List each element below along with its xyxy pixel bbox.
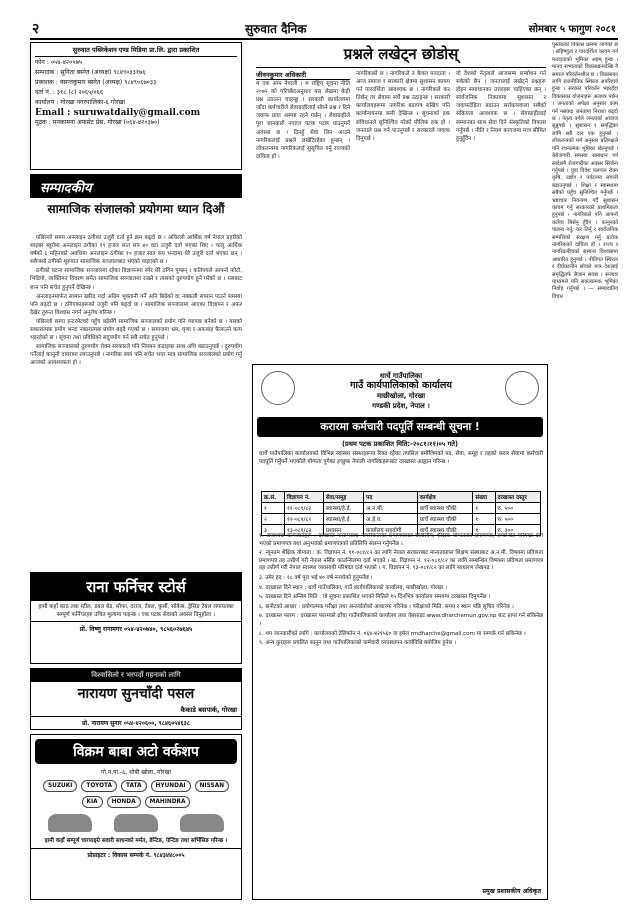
issue-date: सोमबार ५ फागुण २०८१	[528, 24, 616, 35]
org-line-3: माछीखोला, गोरखा	[376, 392, 426, 400]
table-cell: रु. ५००	[495, 514, 540, 525]
notice-clause: ४. दरखास्त दिने स्थान : धार्चे गाउँपालिका, गाउँ कार्यपालिकाको कार्यालय, माछीखोला, गोरखा ।	[259, 584, 448, 591]
newspaper-page	[30, 18, 618, 902]
office-line: कार्यालय : गोरखा नगरपालिका-६ गोरखा	[35, 99, 126, 106]
paper-name: सुरुवात दैनिक	[245, 22, 307, 36]
brand-logo: HONDA	[107, 796, 141, 808]
table-cell: अ.हे.व.	[364, 514, 417, 525]
car-icon	[180, 814, 224, 832]
table-cell: १३-०८१/८२	[285, 525, 324, 536]
workshop-advertisement	[30, 734, 242, 900]
table-header: क्र.सं.	[262, 492, 285, 503]
editorial-paragraph: ठगीको घटना सामाजिक सञ्जालमा रहेका विज्ञापनमा रमेर धेरै ठगिन पुग्छन् । कतिपयले आफ्नो फोटो, भिडियो, व्यक्तिगत विवरण समेत सामाजिक सञ्जालमा राख्ने र त्यसको दुरुपयोग हुने गरेको छ । यसबाट बच्न पनि सचेत हुनुपर्ने देखिन्छ ।	[30, 268, 242, 291]
car-icon	[114, 814, 158, 832]
editorial-paragraph: पछिल्लो समय अनलाइन ठगीका उजुरी दर्ता हुने क्रम बढ्दो छ । अघिल्लो आर्थिक वर्ष नेपाल प्रहरीको साइबर ब्यूरोमा अनलाइन ठगीका १९ हजार सात सय ४० वटा उजुरी दर्ता भएका थिए । चालु आर्थिक वर्षको ६ महिनाको अवधिमा अनलाइन ठगीका १० हजार सात सय भन्दामा धेरै उजुरी दर्ता भएका छन् । सबैजसो ठगीको शुरुवात सामाजिक सञ्जालबाट भएको पाइएको छ ।	[30, 235, 242, 266]
workshop-ad-note: हामी कहाँ सम्पूर्ण चारपाङ्ग्रे सवारी साधनको मर्मत, डेन्टिङ, पेन्टिङ तथा सर्भिसिङ गरिन्छ ।	[44, 838, 228, 844]
car-icon	[48, 814, 92, 832]
notice-intro: धार्चे गाउँपालिका कार्यालयको विभिन्न स्वास्थ्य संस्थाहरूमा रिक्त रहेका तपसिल बमोजिमको पद, सेवा, समूह र तहको करार सेवामा कर्मचारी पदपूर्ति गर्नुपर्ने भएकोले योग्यता पुगेका इच्छुक नेपाली नागरिकहरूबाट दरखास्त आह्वान गरिन्छ ।	[259, 451, 543, 465]
org-line-1: धार्चे गाउँपालिका	[379, 372, 423, 380]
nepal-emblem-icon	[261, 371, 295, 405]
table-cell: १२-०८१/८२	[285, 514, 324, 525]
continued-column: पुस्तकको विकास क्रममा लागेको छ । सहिष्णुता र पारदर्शिता कायम गर्न मतदाताको भूमिका अहम् हुन्छ । मानव सभ्यताको विकासक्रमदेखि नै समाज परिवर्तनशील छ । विकासका लागि राजनीतिक स्थिरता अपरिहार्य हुन्छ । सरकार परिवर्तन भइरहँदा विकासका योजनाहरू अलपत्र पर्छन् । जनताको अपेक्षा अनुसार काम गर्न नसक्दा जनतामा निराशा बढ्दो छ । नेतृत्व वर्गले जनताको आवाज सुन्नुपर्छ । सुशासन र समृद्धिका लागि सबै दल एक हुनुपर्छ । लोकतन्त्रको मर्म अनुसार प्रतिपक्षले पनि रचनात्मक भूमिका खेल्नुपर्छ । बेरोजगारी समस्या समाधान गर्न स्वदेशमै रोजगारीका अवसर सिर्जना गर्नुपर्छ । युवा विदेश पलायन रोक्न कृषि, उद्योग र पर्यटनमा लगानी बढाउनुपर्छ । शिक्षा र स्वास्थ्यमा सबैको पहुँच सुनिश्चित गर्नुपर्छ । भ्रष्टाचार नियन्त्रण गर्दै सुशासन कायम गर्नु सरकारको प्राथमिकता हुनुपर्छ । नागरिकले पनि आफ्नो कर्तव्य बिर्सनु हुँदैन । कानुनको पालना गर्नु, कर तिर्नु र सार्वजनिक सम्पत्तिको संरक्षण गर्नु प्रत्येक नागरिकको दायित्व हो । राज्य र नागरिकबीचको सम्बन्ध विश्वासमा आधारित हुनुपर्छ । नीतिगत स्थिरता र दीर्घकालीन सोचले मात्र देशलाई समृद्धितर्फ लैजान सक्छ । सञ्चार माध्यमले पनि सकारात्मक भूमिका निर्वाह गर्नुपर्छ । — सम्पादकीय विचार	[552, 42, 618, 300]
table-header: संख्या	[473, 492, 495, 503]
imprint-box	[30, 42, 242, 170]
email-line[interactable]: Email : suruwatdaily@gmail.com	[35, 108, 201, 118]
notice-clause: १. आवश्यक कागजातहरू : दरखास्त फारामसाथ नागरिकताको प्रमाणपत्रको प्रतिलिपि, शैक्षिक योग्यताको प्रमाणपत्र, सम्बन्धित परिषद्मा दर्ता भएको प्रमाणपत्र तथा अनुभवको प्रमाणपत्रको प्रतिलिपि संलग्न गर्नुपर्नेछ ।	[259, 533, 543, 547]
article-column-1: म एक आम नेपाली । म राष्ट्रिय सूचना नीति २०७२ को परिच्छेदअनुसार यस लेखमा केही प्रश्न उठाउन चाहन्छु । सरकारी कार्यालयमा जाँदा कर्मचारीले सेवाग्राहीलाई सोध्ने प्रश्न र दिने जवाफ प्रायः अस्पष्ट रहने गर्छन् । सेवाग्राहीले पुरा जानकारी नपाएर पटक पटक धाउनुपर्ने अवस्था छ । दिनहुँ सेवा लिन आउने नागरिकलाई प्रश्नले लखेटिरहेका हुन्छन् । लोकतन्त्रमा नागरिकलाई सुसूचित गर्नु राज्यको दायित्व हो ।	[256, 81, 350, 160]
org-line-4: गण्डकी प्रदेश, नेपाल ।	[372, 402, 430, 410]
registration-line: दर्ता नं. : ३१८ (८) २०६५/०६६	[35, 89, 104, 96]
municipality-logo-icon	[505, 371, 539, 405]
table-cell: १	[473, 514, 495, 525]
workshop-ad-address: गो.न.पा.-६, धोबी खोला, गोरखा	[101, 769, 171, 776]
table-cell: १	[473, 503, 495, 514]
editor-line: सम्पादक : सुनिता बस्नेत (अध्यक्ष) ९८४९०३३१७६	[35, 69, 146, 76]
vacancy-notice	[252, 364, 548, 900]
article-column-2: नागरिकको छ । नागरिकले त केवल मतदाता । आज समाज र सरकारी क्षेत्रमा सुशासन कायम गर्न पारदर्शिता आवश्यक छ । नागरिकले कर तिर्छन् तर सेवामा सधैं प्रश्न उठाइन्छ । सरकारी कार्यालयहरूमा नागरिक बडापत्र राखिए पनि कार्यान्वयनमा कमी देखिन्छ । सूचनाको हक संविधानले सुनिश्चित गरेको मौलिक हक हो । जनताले प्रश्न गर्न पाउनुपर्छ र सरकारले जवाफ दिनुपर्छ ।	[356, 71, 450, 142]
furniture-ad-title: राना फर्निचर स्टोर्स	[31, 573, 241, 601]
editorial-paragraph: अनलाइनमार्फत सामान खरिद गर्दा अग्रिम भुक्तानी गर्ने अनि बिग्रेको वा नक्कली सामान पाउने समस्या पनि बढ्दो छ । ठगिएकाहरूको उजुरी पनि बढ्दो छ । सामाजिक सञ्जालमा आएका विज्ञापन र अफर देखेर तुरुन्त विश्वास नगर्न अनुरोध गरिन्छ ।	[30, 293, 242, 316]
table-cell: २	[262, 514, 285, 525]
editorial-section-header: सम्पादकीय	[30, 174, 242, 198]
article-column-3: यो देशको नेतृत्वले आजसम्म सम्बोधन गर्न सकेको छैन । जनतालाई लखेट्ने प्रश्नहरू होइन समाधानका उत्तरहरू चाहिएका छन् । सार्वजनिक निकायमा सुशासन र जवाफदेहिता बढाउन सरोकारवाला सबैको सक्रियता आवश्यक छ । सेवाग्राहीलाई सम्मानका साथ सेवा दिने संस्कृतिको विकास गर्नुपर्छ । नीति र नियम कागजमा मात्र सीमित हुनुहुँदैन ।	[456, 71, 546, 142]
printer-line: मुद्रक : मनकामना अफसेट प्रेस, गोरखा (०६४-४२०३७०)	[35, 119, 160, 126]
table-cell: स्वास्थ्य/हे.ई.	[323, 514, 363, 525]
notice-org-header	[303, 371, 499, 411]
table-cell: रु. ५००	[495, 503, 540, 514]
workshop-ad-contact: प्रोप्राइटर : विकास सम्पर्क नं. ९८४३४४८००५	[31, 848, 241, 859]
table-cell: ३	[262, 525, 285, 536]
org-line-2: गाउँ कार्यपालिकाको कार्यालय	[350, 380, 452, 391]
table-row	[262, 503, 541, 514]
jewellery-ad-strap: विश्वासिलो र भरपर्दो गहनाको लागि	[31, 669, 241, 682]
brand-logo: TATA	[121, 780, 147, 792]
brand-logo: HYUNDAI	[151, 780, 191, 792]
furniture-ad-body: हामी कहाँ काठ तथा स्टील, डबल बेड, सोफा, दराज, टेबल, कुर्सी, सोकेस, ड्रेसिङ टेबल लगायतका सम्पूर्ण फर्निचरहरु उचित मूल्यमा पाइन्छ । एक पटक सेवाको अवसर दिनुहोला ।	[38, 604, 234, 618]
notice-clause: ९. अन्य कुराहरू प्रचलित कानुन तथा गाउँपालिकाको कर्मचारी व्यवस्थापन कार्यविधि बमोजिम हुनेछ ।	[259, 640, 457, 647]
table-cell: १	[473, 525, 495, 536]
table-cell: १	[262, 503, 285, 514]
notice-clause: २. न्यूनतम शैक्षिक योग्यता : क. विज्ञापन नं. ११-०८१/८२ का लागि नेपाल सरकारबाट मान्यताप्राप्त शिक्षण संस्थाबाट अ.न.मी. विषयमा प्रविणता प्रमाणपत्र तह उत्तीर्ण गरी नेपाल नर्सिङ काउन्सिलमा दर्ता भएको । ख. विज्ञापन नं. १२-०८१/८२ का लागि सम्बन्धित विषयमा प्रविणता प्रमाणपत्र तह उत्तीर्ण गरी नेपाल स्वास्थ्य व्यवसायी परिषद्मा दर्ता भएको । ग. विज्ञापन नं. १३-०८१/८२ का लागि साधारण लेखपढ ।	[259, 550, 543, 572]
jewellery-ad-location: कैकाडे बसपार्क, गोरखा	[180, 706, 237, 714]
table-cell: अ.न.मी.	[364, 503, 417, 514]
table-header-row	[262, 492, 541, 503]
notice-title: करारमा कर्मचारी पदपूर्ति सम्बन्धी सूचना !	[257, 417, 543, 437]
table-cell: रु. ३००	[495, 525, 540, 536]
article-byline: जीवनकुमार अधिकारी	[256, 70, 350, 80]
car-images	[31, 812, 241, 834]
notice-signatory: प्रमुख प्रशासकीय अधिकृत	[482, 888, 541, 895]
jewellery-ad-title: नारायण सुनचाँदी पसल	[77, 686, 195, 702]
page-header	[30, 18, 618, 40]
table-header: पद	[364, 492, 417, 503]
notice-clause: ३. उमेर हद : १८ वर्ष पूरा भई ४० वर्ष ननाघेको हुनुपर्नेछ ।	[259, 574, 373, 581]
editorial-paragraph: पछिल्लो समय इन्टरनेटको पहुँच बढेसँगै सामाजिक सञ्जालको प्रयोग पनि व्यापक बनेको छ । यसको सकारात्मक प्रयोग भन्दा नकारात्मक प्रयोग बढ्दै गएको छ । समाजमा भ्रम, घृणा र अफवाह फैलाउने काम भइरहेको छ । सूचना तथा प्रविधिको सदुपयोग गर्न सबै सचेत हुनुपर्छ ।	[30, 318, 242, 342]
table-cell: धार्चे स्वास्थ्य चौकी	[417, 514, 473, 525]
brand-logo: SUZUKI	[43, 780, 77, 792]
table-header: विज्ञापन नं.	[285, 492, 324, 503]
brand-logo: KIA	[82, 796, 103, 808]
brand-logo: TOYOTA	[81, 780, 117, 792]
notice-clause: ६. छनौटको आधार : प्रयोगात्मक परीक्षा तथा अन्तर्वार्ताको आधारमा गरिनेछ । परीक्षाको मिति, समय र स्थान पछि सूचित गरिनेछ ।	[259, 603, 514, 610]
table-cell: ११-०८१/८२	[285, 503, 324, 514]
article-headline: प्रश्नले लखेट्न छोडोस्	[256, 44, 546, 68]
table-cell: धार्चे स्वास्थ्य चौकी	[417, 503, 473, 514]
brand-logo: NISSAN	[195, 780, 229, 792]
editorial-title: सामाजिक संजालको प्रयोगमा ध्यान दिऔं	[47, 202, 225, 216]
brand-logo: MAHINDRA	[145, 796, 191, 808]
table-row	[262, 514, 541, 525]
editorial-body	[30, 234, 242, 564]
notice-subtitle: (प्रथम पटक प्रकाशित मिति:-२०८१।११।०५ गते)	[341, 440, 459, 448]
editorial-paragraph: सामाजिक सञ्जालको दुरुपयोग रोक्न सरकारले पनि नियमन कडाइका साथ अघि बढाउनुपर्छ । दुरुपयोग गर्नेलाई कानुनी दायरामा ल्याउनुपर्छ । नागरिक स्वयं पनि सचेत भएर मात्र सामाजिक सञ्जालको प्रयोग गर्नु आजको आवश्यकता हो ।	[30, 344, 242, 367]
table-cell: धार्चे स्वास्थ्य चौकी	[417, 525, 473, 536]
page-number: २	[32, 21, 40, 37]
furniture-advertisement	[30, 572, 242, 664]
jewellery-ad-contact: प्रो. नारायण सुनार ०५४-४२०६००, ९८४६०५४६३८	[31, 716, 241, 727]
notice-body	[259, 533, 543, 885]
notice-clause: ५. दरखास्त दिने अन्तिम मिति : यो सूचना प्रकाशित भएको मितिले १५ दिनभित्र कार्यालय समयमा दरखास्त दिनुपर्नेछ ।	[259, 594, 491, 601]
director-line: प्रकाशक : वसन्तकुमार बस्नेत (अध्यक्ष) ९८४९०६७०३३	[35, 79, 157, 86]
notice-clause[interactable]: ८. थप जानकारीको लागि : कार्यालयको टेलिफोन नं. ०६४-४२१५६० वा इमेल rmdharche@gmail.com मा सम्पर्क गर्न सकिनेछ ।	[259, 630, 526, 637]
phone-line: फोन : ०५४-४२०५७५	[35, 59, 83, 66]
notice-clause[interactable]: ७. दरखास्त फारम : दरखास्त फारमको ढाँचा गाउँपालिकाको कार्यालय तथा वेबसाइट www.dharchemun.gov.np बाट प्राप्त गर्न सकिनेछ ।	[259, 613, 543, 627]
table-header: सेवा/समूह	[323, 492, 363, 503]
vacancy-table	[261, 491, 541, 536]
workshop-ad-title: विक्रम बाबा अटो वर्कशप	[35, 739, 237, 764]
jewellery-advertisement	[30, 668, 242, 730]
table-cell: स्वास्थ्य/हे.ई.	[323, 503, 363, 514]
table-header: दरखास्त दस्तुर	[495, 492, 540, 503]
table-header: कार्यक्षेत्र	[417, 492, 473, 503]
publisher-line: सुरुवात पब्लिकेशन एण्ड मिडिया प्रा.लि. द्वारा प्रकाशित	[35, 45, 237, 57]
table-cell: कार्यालय सहयोगी	[364, 525, 417, 536]
table-cell: प्रशासन	[323, 525, 363, 536]
furniture-ad-contact: प्रो. विष्णु रानामगर ०५४-४२०७४०, ९८५६०२७६४५	[31, 621, 241, 633]
brand-logos	[31, 776, 241, 812]
